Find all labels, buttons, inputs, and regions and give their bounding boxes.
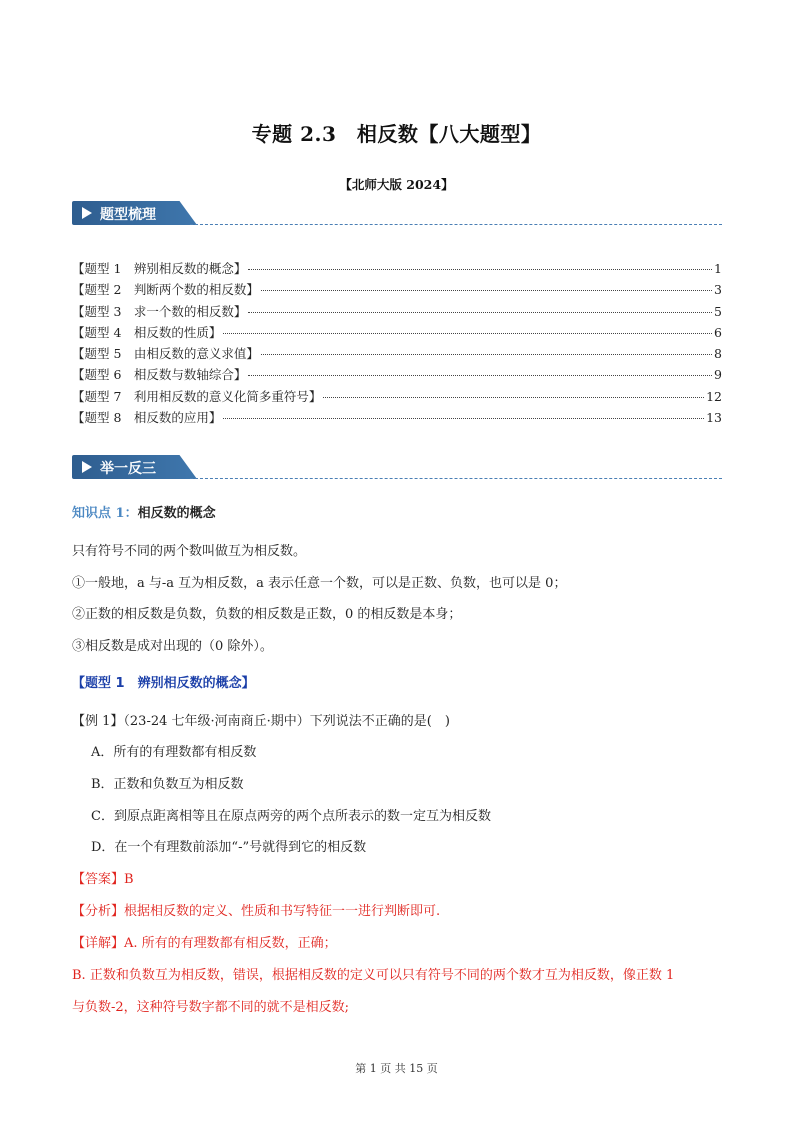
toc-entry-page: 6 — [714, 324, 722, 340]
dashed-divider — [190, 224, 722, 225]
toc-leader-dots — [323, 397, 704, 398]
toc-leader-dots — [223, 333, 712, 334]
option-a: A．所有的有理数都有相反数 — [91, 745, 257, 760]
option-c: C．到原点距离相等且在原点两旁的两个点所表示的数一定互为相反数 — [91, 809, 491, 824]
toc-entry-label: 【题型 4 相反数的性质】 — [72, 324, 222, 340]
option-d: D．在一个有理数前添加“-”号就得到它的相反数 — [91, 840, 367, 855]
banner-label: 举一反三 — [100, 461, 156, 477]
toc-leader-dots — [223, 418, 704, 419]
toc-leader-dots — [261, 354, 712, 355]
page-subtitle: 【北师大版 2024】 — [339, 177, 454, 192]
dashed-divider — [190, 478, 722, 479]
toc-entry[interactable] — [72, 302, 722, 323]
toc-entry-label: 【题型 5 由相反数的意义求值】 — [72, 346, 259, 362]
detail-line: 【详解】A. 所有的有理数都有相反数，正确； — [72, 936, 337, 951]
page-footer: 第 1 页 共 15 页 — [355, 1062, 438, 1075]
page-title: 专题 2.3 相反数【八大题型】 — [251, 122, 542, 146]
table-of-contents — [72, 259, 722, 429]
toc-entry-page: 13 — [706, 410, 722, 426]
knowledge-point-item: ③相反数是成对出现的（0 除外）。 — [72, 639, 273, 654]
example-stem: 【例 1】（23-24 七年级·河南商丘·期中）下列说法不正确的是( ) — [72, 714, 450, 729]
detail-line: 与负数-2，这种符号数字都不同的就不是相反数; — [72, 1000, 350, 1015]
question-type-heading: 【题型 1 辨别相反数的概念】 — [72, 676, 255, 691]
toc-entry-label: 【题型 8 相反数的应用】 — [72, 410, 222, 426]
toc-entry-page: 8 — [714, 346, 722, 362]
play-arrow-icon — [82, 207, 92, 219]
toc-entry-label: 【题型 6 相反数与数轴综合】 — [72, 367, 247, 383]
section-banner-toc — [72, 201, 722, 227]
toc-leader-dots — [261, 290, 712, 291]
toc-entry[interactable] — [72, 280, 722, 301]
toc-entry-page: 12 — [706, 388, 722, 404]
section-banner-practice — [72, 455, 722, 481]
toc-entry-label: 【题型 7 利用相反数的意义化简多重符号】 — [72, 388, 322, 404]
analysis: 【分析】根据相反数的定义、性质和书写特征一一进行判断即可. — [72, 904, 441, 919]
toc-entry-label: 【题型 3 求一个数的相反数】 — [72, 303, 247, 319]
toc-entry-page: 1 — [714, 261, 722, 276]
knowledge-point-item: ②正数的相反数是负数，负数的相反数是正数，0 的相反数是本身； — [72, 607, 462, 622]
toc-entry[interactable] — [72, 323, 722, 344]
toc-entry-page: 9 — [714, 367, 722, 383]
knowledge-definition: 只有符号不同的两个数叫做互为相反数。 — [72, 544, 307, 559]
toc-entry[interactable] — [72, 408, 722, 429]
toc-entry[interactable] — [72, 365, 722, 386]
toc-entry[interactable] — [72, 344, 722, 365]
toc-entry-page: 5 — [714, 303, 722, 319]
toc-leader-dots — [248, 269, 712, 270]
knowledge-point-name: 相反数的概念 — [137, 506, 216, 521]
toc-entry-label: 【题型 1 辨别相反数的概念】 — [72, 261, 247, 276]
toc-leader-dots — [248, 375, 712, 376]
knowledge-point-prefix: 知识点 1： — [72, 506, 138, 521]
knowledge-point-item: ①一般地，a 与-a 互为相反数，a 表示任意一个数，可以是正数、负数，也可以是 0； — [72, 576, 567, 591]
option-b: B．正数和负数互为相反数 — [91, 777, 244, 792]
toc-entry[interactable] — [72, 259, 722, 280]
banner-label: 题型梳理 — [100, 207, 156, 223]
toc-leader-dots — [248, 312, 712, 313]
toc-entry-label: 【题型 2 判断两个数的相反数】 — [72, 282, 259, 298]
toc-entry[interactable] — [72, 387, 722, 408]
answer: 【答案】B — [72, 872, 134, 887]
detail-line: B. 正数和负数互为相反数，错误，根据相反数的定义可以只有符号不同的两个数才互为相反数，像正数 1 — [72, 968, 675, 983]
knowledge-point-heading — [72, 502, 216, 521]
play-arrow-icon — [82, 461, 92, 473]
toc-entry-page: 3 — [714, 282, 722, 298]
